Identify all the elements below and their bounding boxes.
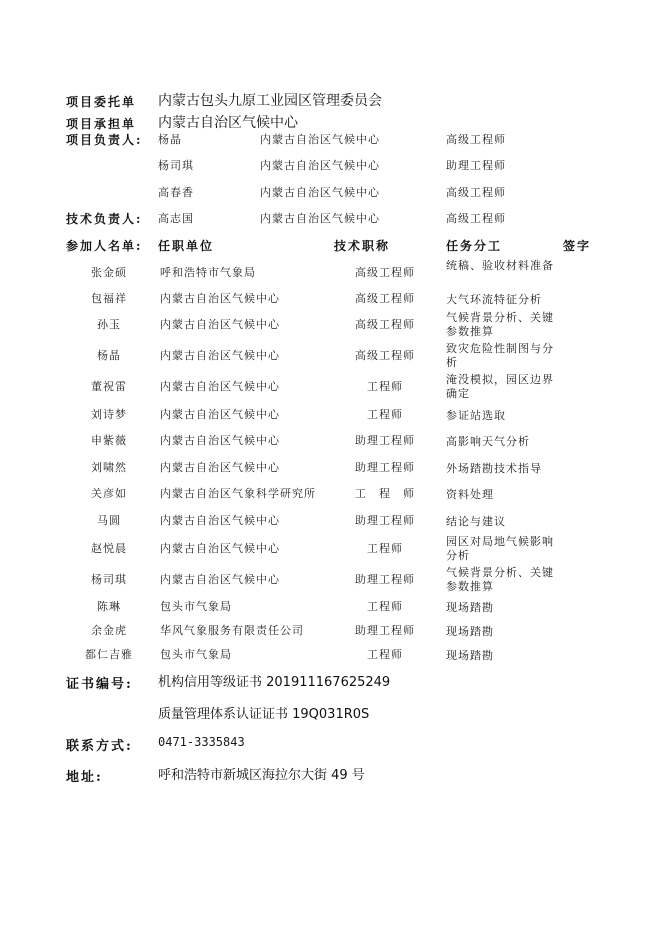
leader-title: 高级工程师 [446, 133, 506, 146]
participant-unit: 内蒙古自治区气候中心 [160, 318, 280, 331]
participant-unit: 包头市气象局 [160, 648, 232, 661]
participant-title: 高级工程师 [355, 349, 415, 362]
tech-leader-label: 技术负责人: [66, 212, 143, 226]
client-label: 项目委托单 [66, 95, 137, 109]
participant-title: 高级工程师 [355, 266, 415, 279]
participant-task: 大气环流特征分析 [446, 293, 542, 306]
participant-name: 张金硕 [91, 266, 127, 279]
participant-unit: 内蒙古自治区气候中心 [160, 514, 280, 527]
participant-task: 参证站选取 [446, 409, 506, 422]
address-label: 地址: [66, 770, 103, 785]
leader-label: 项目负责人: [66, 133, 143, 147]
participant-task: 淹没模拟，园区边界确定 [446, 373, 554, 400]
participant-unit: 呼和浩特市气象局 [160, 266, 256, 279]
participant-task: 现场踏勘 [446, 601, 494, 614]
participant-title: 工 程 师 [355, 487, 415, 500]
participant-name: 余金虎 [91, 624, 127, 637]
participant-title: 工程师 [367, 408, 403, 421]
participant-unit: 内蒙古自治区气候中心 [160, 380, 280, 393]
tech-leader-unit: 内蒙古自治区气候中心 [260, 212, 380, 225]
certificate-quality: 质量管理体系认证证书 19Q031R0S [158, 707, 370, 722]
participant-task: 气候背景分析、关键参数推算 [446, 566, 554, 593]
leader-unit: 内蒙古自治区气候中心 [260, 133, 380, 146]
participant-task: 统稿、验收材料准备 [446, 259, 554, 272]
participant-title: 助理工程师 [355, 434, 415, 447]
participant-unit: 包头市气象局 [160, 600, 232, 613]
participant-unit: 内蒙古自治区气候中心 [160, 292, 280, 305]
participant-title: 助理工程师 [355, 573, 415, 586]
contractor-value: 内蒙古自治区气候中心 [158, 115, 298, 131]
participant-unit: 内蒙古自治区气候中心 [160, 461, 280, 474]
leader-name: 杨司琪 [158, 159, 194, 172]
header-unit: 任职单位 [158, 239, 215, 253]
participant-unit: 内蒙古自治区气候中心 [160, 542, 280, 555]
participant-name: 都仁吉雅 [85, 648, 133, 661]
participant-title: 助理工程师 [355, 514, 415, 527]
leader-name: 杨晶 [158, 133, 182, 146]
header-title: 技术职称 [334, 239, 391, 253]
participant-name: 包福祥 [91, 292, 127, 305]
participant-name: 关彦如 [91, 487, 127, 500]
participant-unit: 华风气象服务有限责任公司 [160, 624, 304, 637]
participant-title: 高级工程师 [355, 318, 415, 331]
participant-name: 董祝雷 [91, 380, 127, 393]
participant-title: 工程师 [367, 648, 403, 661]
participant-task: 资料处理 [446, 488, 494, 501]
participant-title: 助理工程师 [355, 624, 415, 637]
participant-name: 孙玉 [97, 318, 121, 331]
participant-name: 刘啸然 [91, 461, 127, 474]
leader-name: 高春香 [158, 186, 194, 199]
certificate-credit: 机构信用等级证书 201911167625249 [158, 675, 391, 690]
contractor-label: 项目承担单 [66, 117, 137, 131]
leader-unit: 内蒙古自治区气候中心 [260, 159, 380, 172]
tech-leader-name: 高志国 [158, 212, 194, 225]
participant-title: 工程师 [367, 380, 403, 393]
participant-name: 刘诗梦 [91, 408, 127, 421]
participant-title: 工程师 [367, 542, 403, 555]
participant-name: 申紫薇 [91, 434, 127, 447]
contact-phone: 0471-3335843 [158, 735, 245, 749]
participant-unit: 内蒙古自治区气候中心 [160, 349, 280, 362]
participant-task: 园区对局地气候影响分析 [446, 535, 554, 562]
participant-unit: 内蒙古自治区气象科学研究所 [160, 487, 316, 500]
participant-task: 气候背景分析、关键参数推算 [446, 311, 554, 338]
participant-unit: 内蒙古自治区气候中心 [160, 408, 280, 421]
participant-name: 马圆 [97, 514, 121, 527]
participant-unit: 内蒙古自治区气候中心 [160, 573, 280, 586]
participant-name: 杨晶 [97, 349, 121, 362]
participant-title: 助理工程师 [355, 461, 415, 474]
participants-label: 参加人名单: [66, 239, 143, 253]
participant-task: 致灾危险性制图与分析 [446, 342, 554, 369]
participant-title: 工程师 [367, 600, 403, 613]
participant-unit: 内蒙古自治区气候中心 [160, 434, 280, 447]
participant-name: 赵悦晨 [91, 542, 127, 555]
participant-task: 现场踏勘 [446, 649, 494, 662]
participant-task: 高影响天气分析 [446, 435, 530, 448]
leader-title: 高级工程师 [446, 186, 506, 199]
address-value: 呼和浩特市新城区海拉尔大街 49 号 [158, 768, 365, 783]
participant-task: 外场踏勘技术指导 [446, 462, 542, 475]
leader-unit: 内蒙古自治区气候中心 [260, 186, 380, 199]
participant-name: 杨司琪 [91, 573, 127, 586]
participant-task: 现场踏勘 [446, 625, 494, 638]
leader-title: 助理工程师 [446, 159, 506, 172]
participant-name: 陈琳 [97, 600, 121, 613]
contact-label: 联系方式: [66, 739, 133, 754]
header-task: 任务分工 [446, 239, 503, 253]
client-value: 内蒙古包头九原工业园区管理委员会 [158, 93, 382, 109]
participant-task: 结论与建议 [446, 515, 506, 528]
certificates-label: 证书编号: [66, 677, 133, 692]
participant-title: 高级工程师 [355, 292, 415, 305]
header-sign: 签字 [563, 239, 592, 253]
tech-leader-title: 高级工程师 [446, 212, 506, 225]
